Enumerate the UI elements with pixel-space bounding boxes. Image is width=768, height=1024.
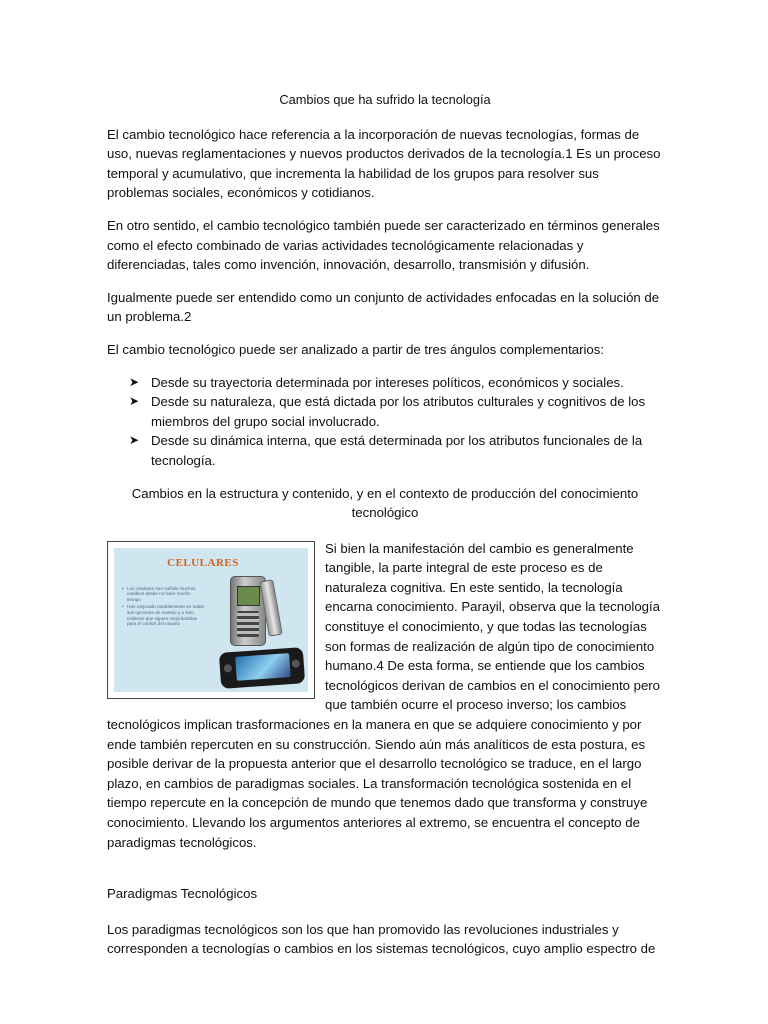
final-paragraph: Los paradigmas tecnológicos son los que han promovido las revoluciones industriales y corresponden a tecnologías o cambios en los sistemas tecnológicos, cuyo amplio espectro de <box>107 921 656 957</box>
dpad-icon <box>224 664 233 673</box>
celulares-slide-image <box>107 541 315 699</box>
bullet-item <box>107 392 663 431</box>
phone-screen <box>237 586 260 606</box>
slide-title: CELULARES <box>167 556 239 569</box>
paragraph-4: El cambio tecnológico puede ser analizado a partir de tres ángulos complementarios: <box>107 341 605 357</box>
action-buttons-icon <box>292 659 301 668</box>
slide-background <box>114 548 308 692</box>
bullet-item <box>107 431 663 470</box>
document-page <box>107 90 663 972</box>
bullet-list <box>107 373 663 471</box>
section-heading: Cambios en la estructura y contenido, y en el contexto de producción del conocimiento tecnológico <box>131 485 639 521</box>
paragraph-3: Igualmente puede ser entendido como un conjunto de actividades enfocadas en la solución de un problema.2 <box>107 289 660 325</box>
bullet-text: Desde su trayectoria determinada por intereses políticos, económicos y sociales. <box>151 374 624 390</box>
section-paragraph: Si bien la manifestación del cambio es generalmente tangible, la parte integral de este proceso es de naturaleza cognitiva. En este sentido, la tecnología encarna conocimiento. Parayil, observa que la tecnología constituye el conocimiento, y que todas las tecnologías son formas de realización de algún tipo de conocimiento humano.4 De esta forma, se entiende que los cambios tecnológicos derivan de cambios en el conocimiento pero que también ocurre el proceso inverso; los cambios tecnológicos implican trasformaciones en la manera en que se adquiere conocimiento y por ende también repercuten en su construcción. Siendo aún más analíticos de esta postura, es posible derivar de la propuesta anterior que el desarrollo tecnológico se traduce, en el largo plazo, en cambios de paradigmas sociales. La transformación tecnológica sostenida en el tiempo repercute en la concepción de mundo que tenemos dado que transforma y construye conocimiento. Llevando los argumentos anteriores al extremo, se encuentra el concepto de paradigmas tecnológicos. <box>107 540 661 850</box>
bullet-text: Desde su naturaleza, que está dictada por los atributos culturales y cognitivos de los miembros del grupo social involucrado. <box>151 394 646 429</box>
slide-bullet: • Han mejorado notablemente en todas sus opciones de manejo y a sido evidente que siguen mejorándolas para el confort del usuario <box>122 604 204 626</box>
slide-bullet: • Los celulares han sufrido muchos cambios desde no hace mucho tiempo <box>122 586 204 603</box>
paragraph-1: El cambio tecnológico hace referencia a la incorporación de nuevas tecnologías, formas de uso, nuevas reglamentaciones y nuevos productos derivados de la tecnología.1 Es un proceso temporal y acumulativo, que incrementa la habilidad de los grupos para resolver sus problemas sociales, económicos y cotidianos. <box>107 126 661 201</box>
arrow-bullet-icon: ➤ <box>129 374 140 389</box>
arrow-bullet-icon: ➤ <box>129 394 140 409</box>
phone-screen <box>235 653 291 681</box>
arrow-bullet-icon: ➤ <box>129 433 140 448</box>
paragraph-2: En otro sentido, el cambio tecnológico también puede ser caracterizado en términos generales como el efecto combinado de varias actividades tecnológicamente relacionadas y diferenciadas, tales como invención, innovación, desarrollo, transmisión y difusión. <box>107 217 660 273</box>
section-body <box>107 539 663 866</box>
gaming-phone-icon <box>219 647 305 689</box>
document-title: Cambios que ha sufrido la tecnología <box>279 92 491 107</box>
bullet-text: Desde su dinámica interna, que está determinada por los atributos funcionales de la tecnología. <box>151 433 643 468</box>
subheading-paradigmas: Paradigmas Tecnológicos <box>107 886 258 902</box>
bullet-item <box>107 373 663 393</box>
slide-bullet-list <box>122 586 204 629</box>
phone-keypad <box>237 611 259 637</box>
